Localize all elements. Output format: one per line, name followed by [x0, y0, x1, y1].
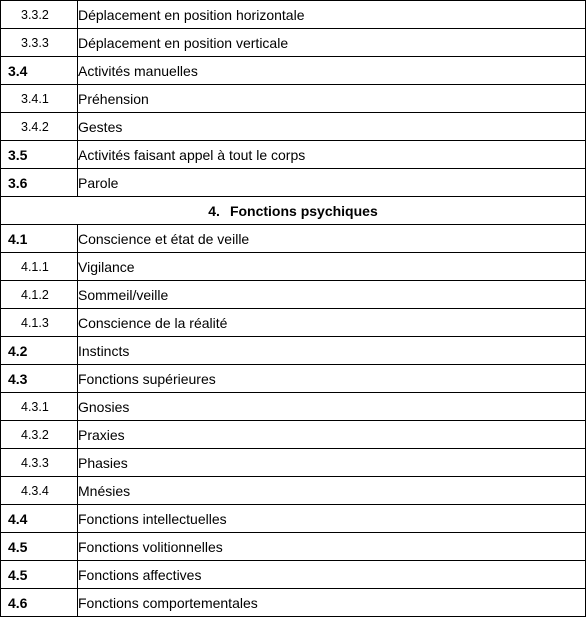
table-row	[1, 505, 586, 533]
row-label: Instincts	[78, 337, 586, 365]
table-row	[1, 29, 586, 57]
row-label: Gnosies	[78, 393, 586, 421]
row-label: Déplacement en position verticale	[78, 29, 586, 57]
section-header	[1, 197, 586, 225]
table-row	[1, 589, 586, 617]
table-row	[1, 477, 586, 505]
row-label: Parole	[78, 169, 586, 197]
table-row	[1, 225, 586, 253]
row-code: 3.4.2	[1, 113, 78, 141]
table-row	[1, 337, 586, 365]
row-code: 3.3.3	[1, 29, 78, 57]
section-title: Fonctions psychiques	[229, 202, 378, 219]
row-code: 3.3.2	[1, 1, 78, 29]
table-row	[1, 113, 586, 141]
table-row	[1, 309, 586, 337]
row-code: 4.3.1	[1, 393, 78, 421]
table-row	[1, 449, 586, 477]
row-code: 4.3.3	[1, 449, 78, 477]
row-label: Gestes	[78, 113, 586, 141]
row-code: 4.5	[1, 533, 78, 561]
row-label: Vigilance	[78, 253, 586, 281]
table-row	[1, 169, 586, 197]
table-row	[1, 365, 586, 393]
row-code: 4.5	[1, 561, 78, 589]
row-code: 4.3	[1, 365, 78, 393]
row-code: 4.1.2	[1, 281, 78, 309]
row-code: 4.1.3	[1, 309, 78, 337]
table-row	[1, 393, 586, 421]
table-row	[1, 57, 586, 85]
row-label: Activités manuelles	[78, 57, 586, 85]
row-label: Fonctions intellectuelles	[78, 505, 586, 533]
table-row	[1, 85, 586, 113]
row-code: 3.5	[1, 141, 78, 169]
row-label: Déplacement en position horizontale	[78, 1, 586, 29]
section-header-row	[1, 197, 586, 225]
row-label: Fonctions affectives	[78, 561, 586, 589]
row-label: Conscience de la réalité	[78, 309, 586, 337]
row-label: Sommeil/veille	[78, 281, 586, 309]
row-label: Activités faisant appel à tout le corps	[78, 141, 586, 169]
table-row	[1, 1, 586, 29]
row-label: Fonctions comportementales	[78, 589, 586, 617]
table-row	[1, 421, 586, 449]
table-row	[1, 281, 586, 309]
row-label: Phasies	[78, 449, 586, 477]
row-code: 4.6	[1, 589, 78, 617]
row-code: 4.3.2	[1, 421, 78, 449]
table-row	[1, 561, 586, 589]
table-row	[1, 253, 586, 281]
row-label: Conscience et état de veille	[78, 225, 586, 253]
row-code: 4.1	[1, 225, 78, 253]
row-code: 3.4	[1, 57, 78, 85]
row-code: 4.4	[1, 505, 78, 533]
row-code: 3.6	[1, 169, 78, 197]
row-label: Préhension	[78, 85, 586, 113]
row-label: Praxies	[78, 421, 586, 449]
table-row	[1, 141, 586, 169]
row-code: 4.1.1	[1, 253, 78, 281]
section-number: 4.	[208, 202, 220, 219]
row-code: 3.4.1	[1, 85, 78, 113]
row-label: Mnésies	[78, 477, 586, 505]
row-label: Fonctions supérieures	[78, 365, 586, 393]
table-row	[1, 533, 586, 561]
row-code: 4.3.4	[1, 477, 78, 505]
row-label: Fonctions volitionnelles	[78, 533, 586, 561]
row-code: 4.2	[1, 337, 78, 365]
